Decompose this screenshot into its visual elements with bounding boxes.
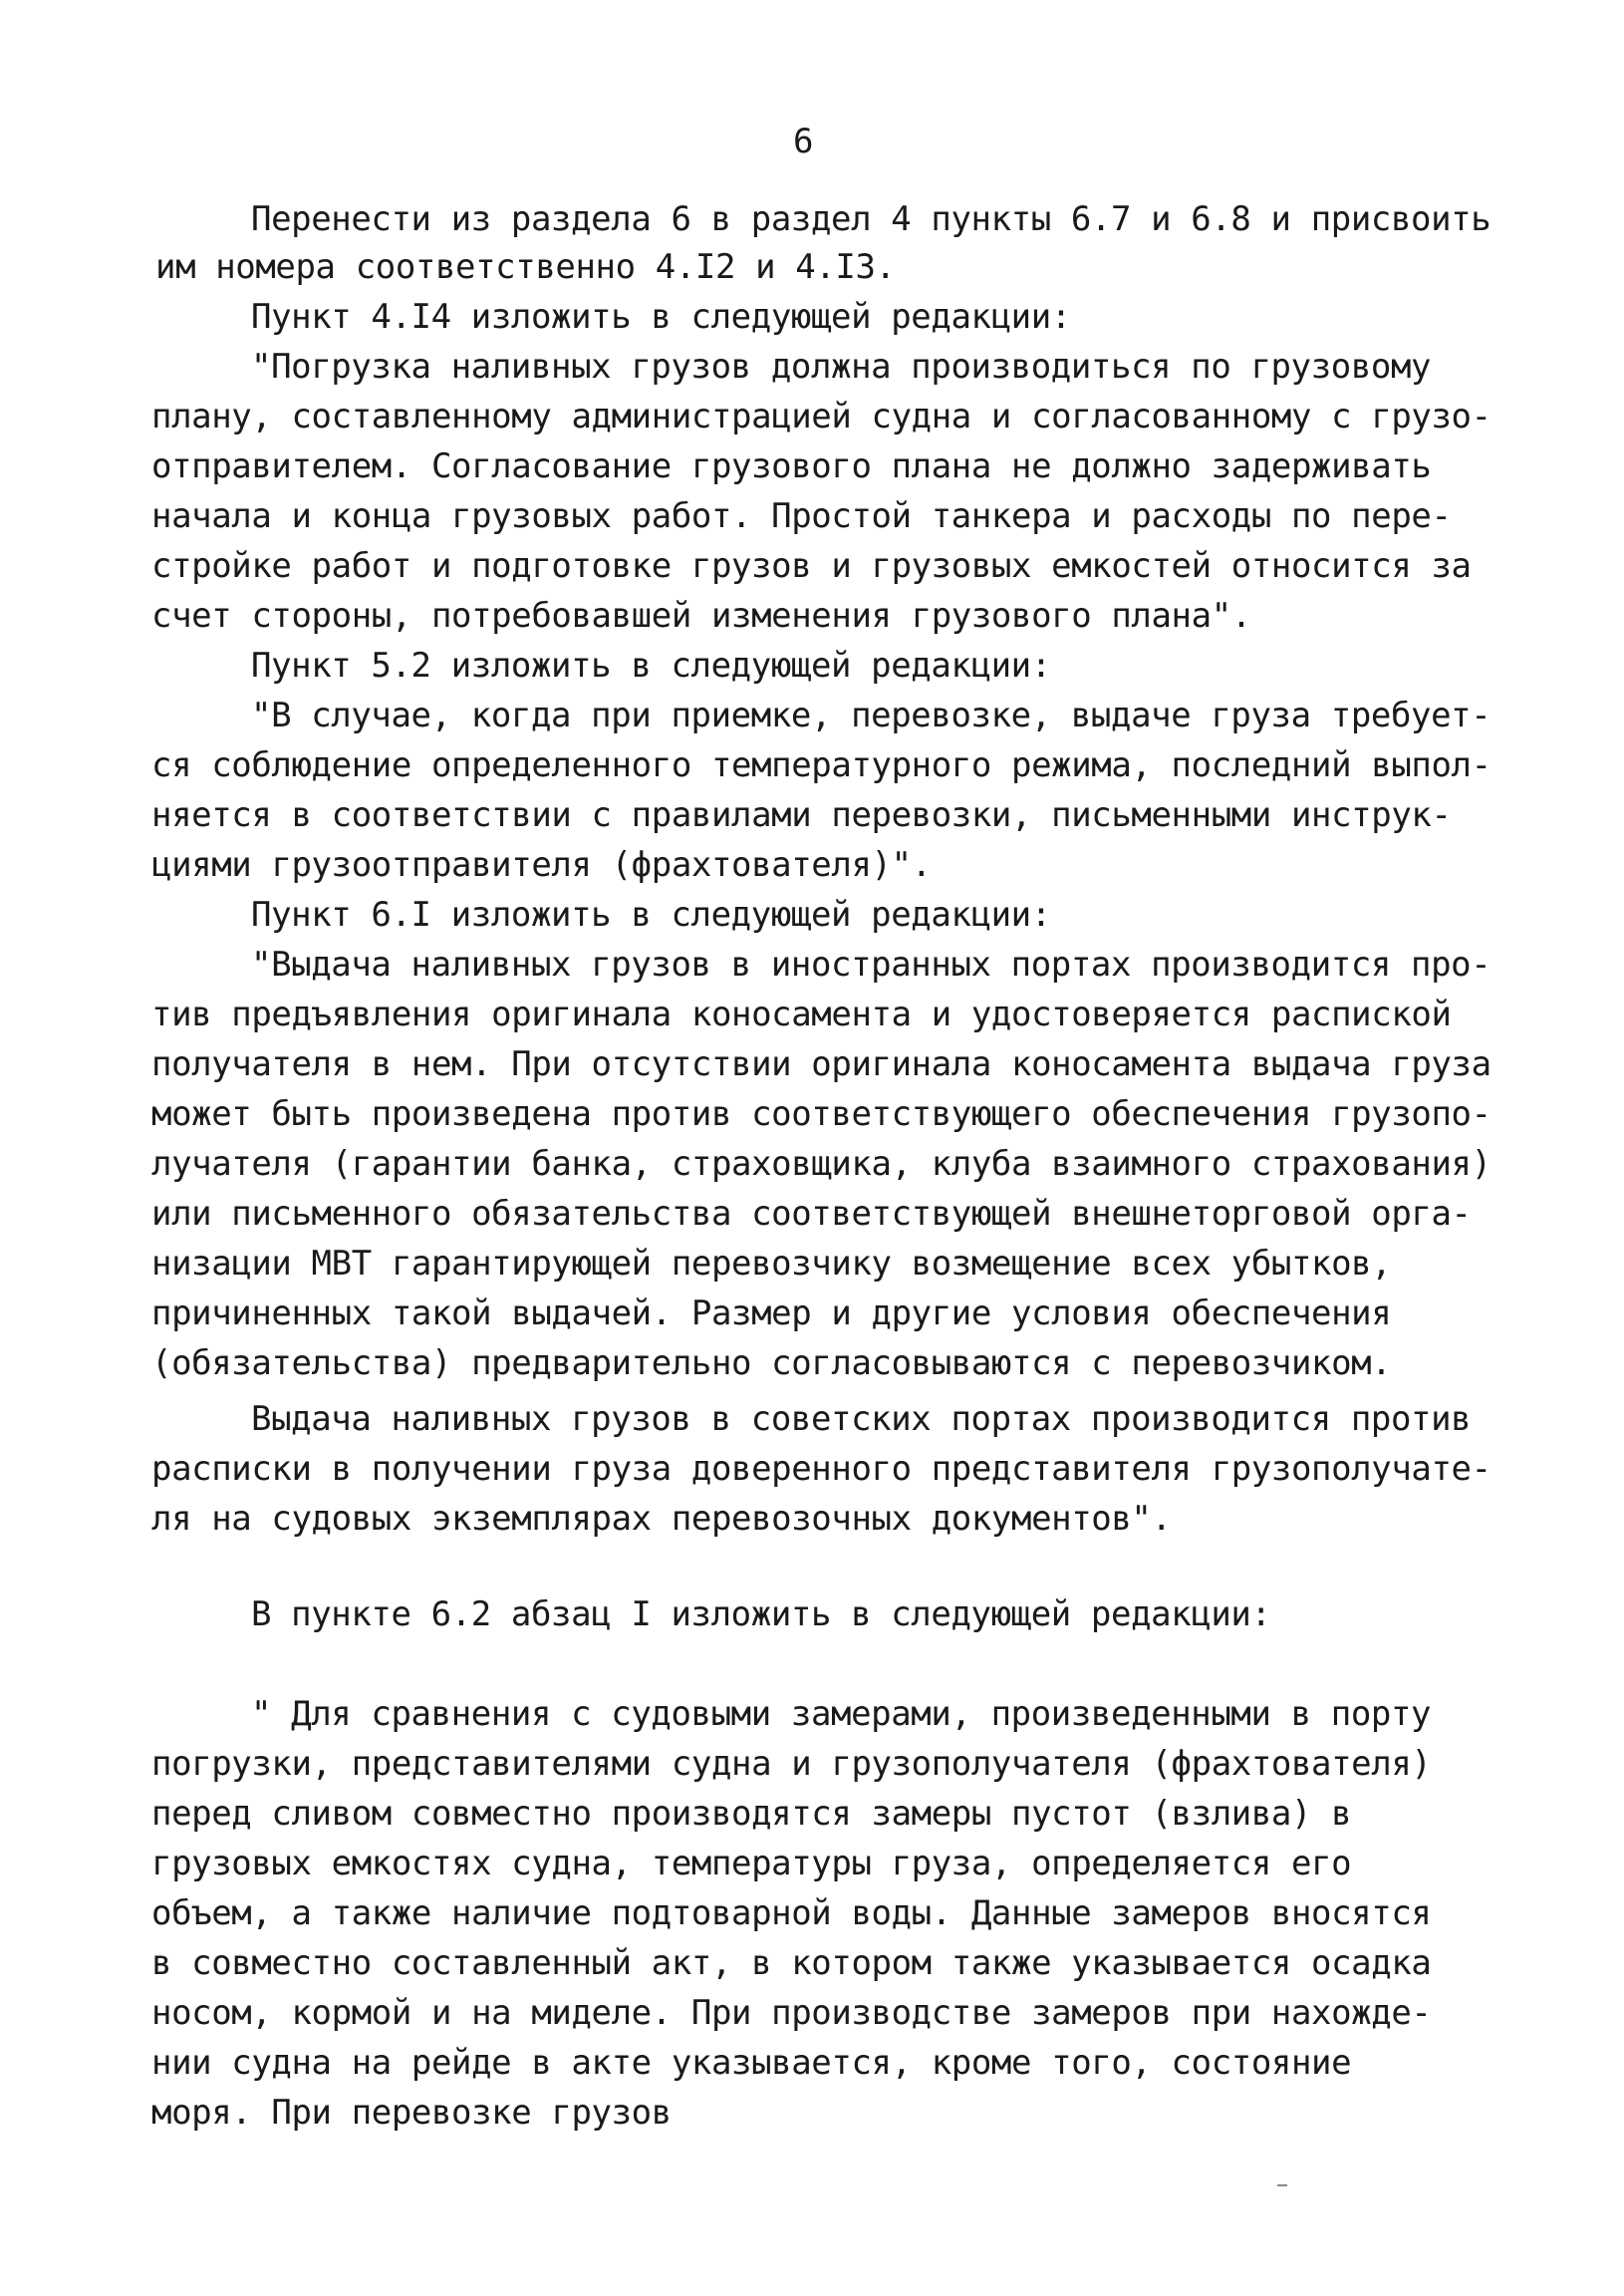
text-line: Перенести из раздела 6 в раздел 4 пункты 6.7 и 6.8 и присвоить xyxy=(251,199,1491,239)
text-line: отправителем. Согласование грузового плана не должно задерживать xyxy=(151,446,1432,486)
text-line: низации МВТ гарантирующей перевозчику возмещение всех убытков, xyxy=(151,1244,1392,1284)
text-line: Пункт 6.I изложить в следующей редакции: xyxy=(251,895,1051,935)
text-line: носом, кормой и на миделе. При производстве замеров при нахожде- xyxy=(151,1993,1432,2033)
text-line: плану, составленному администрацией судна и согласованному с грузо- xyxy=(151,397,1491,436)
text-line: В пункте 6.2 абзац I изложить в следующей редакции: xyxy=(251,1594,1271,1634)
text-line: им номера соответственно 4.I2 и 4.I3. xyxy=(155,247,896,287)
text-line: перед сливом совместно производятся замеры пустот (взлива) в xyxy=(151,1794,1352,1834)
text-line: " Для сравнения с судовыми замерами, произведенными в порту xyxy=(251,1694,1432,1734)
text-line: грузовых емкостях судна, температуры груза, определяется его xyxy=(151,1844,1352,1883)
text-line: Выдача наливных грузов в советских портах производится против xyxy=(251,1399,1472,1439)
text-line: причиненных такой выдачей. Размер и другие условия обеспечения xyxy=(151,1293,1392,1333)
scan-artifact xyxy=(1277,2184,1287,2186)
text-line: "В случае, когда при приемке, перевозке, выдаче груза требует- xyxy=(251,696,1491,735)
text-line: ся соблюдение определенного температурного режима, последний выпол- xyxy=(151,745,1491,785)
text-line: нии судна на рейде в акте указывается, кроме того, состояние xyxy=(151,2043,1352,2083)
text-line: тив предъявления оригинала коносамента и удостоверяется распиской xyxy=(151,995,1452,1034)
text-line: в совместно составленный акт, в котором также указывается осадка xyxy=(151,1943,1432,1983)
text-line: начала и конца грузовых работ. Простой танкера и расходы по пере- xyxy=(151,496,1452,536)
text-line: счет стороны, потребовавшей изменения грузового плана". xyxy=(151,596,1251,636)
text-line: Пункт 4.I4 изложить в следующей редакции: xyxy=(251,297,1071,337)
text-line: Пункт 5.2 изложить в следующей редакции: xyxy=(251,646,1051,686)
text-line: погрузки, представителями судна и грузополучателя (фрахтователя) xyxy=(151,1744,1432,1784)
text-line: может быть произведена против соответствующего обеспечения грузопо- xyxy=(151,1094,1491,1134)
text-line: няется в соответствии с правилами перевозки, письменными инструк- xyxy=(151,795,1452,835)
text-line: ля на судовых экземплярах перевозочных документов". xyxy=(151,1499,1172,1539)
text-line: "Погрузка наливных грузов должна производиться по грузовому xyxy=(251,347,1432,387)
text-line: моря. При перевозке грузов xyxy=(151,2093,672,2133)
text-line: (обязательства) предварительно согласовываются с перевозчиком. xyxy=(151,1343,1392,1383)
text-line: лучателя (гарантии банка, страховщика, клуба взаимного страхования) xyxy=(151,1144,1491,1184)
text-line: объем, а также наличие подтоварной воды. Данные замеров вносятся xyxy=(151,1893,1432,1933)
text-line: получателя в нем. При отсутствии оригинала коносамента выдача груза xyxy=(151,1044,1491,1084)
text-line: расписки в получении груза доверенного представителя грузополучате- xyxy=(151,1449,1491,1489)
text-line: стройке работ и подготовке грузов и грузовых емкостей относится за xyxy=(151,546,1472,586)
text-line: циями грузоотправителя (фрахтователя)". xyxy=(151,845,932,885)
page-number: 6 xyxy=(793,122,814,161)
text-line: или письменного обязательства соответствующей внешнеторговой орга- xyxy=(151,1194,1472,1234)
text-line: "Выдача наливных грузов в иностранных портах производится про- xyxy=(251,945,1491,985)
